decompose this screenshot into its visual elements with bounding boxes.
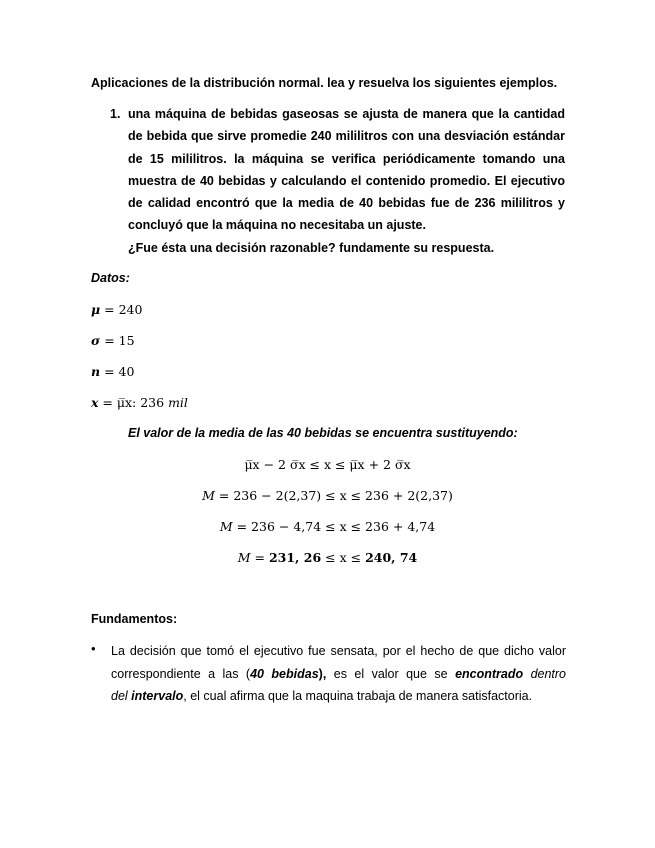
fundamentos-label: Fundamentos: — [91, 612, 178, 626]
datum-symbol: μ — [91, 302, 101, 317]
problem-number: 1. — [110, 107, 121, 121]
equation-middle: ≤ x ≤ — [321, 550, 366, 565]
problem-line: muestra de 40 bebidas y calculando el contenido promedio. El ejecutivo — [128, 173, 565, 188]
fund-emphasis: 40 bebidas — [250, 666, 319, 681]
problem-line: concluyó que la máquina no necesitaba un ajuste. — [128, 218, 426, 233]
equation-lhs: M — [219, 519, 233, 534]
fund-text-run: , el cual afirma que la maquina trabaja de manera satisfactoria. — [183, 689, 533, 703]
fund-emphasis: encontrado — [455, 666, 524, 681]
page-title: Aplicaciones de la distribución normal. lea y resuelva los siguientes ejemplos. — [91, 76, 558, 90]
fund-text-run: dentro — [523, 666, 567, 681]
equation-lhs: M — [237, 550, 251, 565]
problem-item — [110, 103, 565, 259]
datum-symbol: σ — [91, 333, 101, 348]
datum-sigma — [91, 333, 135, 348]
equation-substitution — [0, 488, 655, 503]
fund-line — [111, 685, 566, 708]
interval-upper-bound: 240, 74 — [365, 550, 418, 565]
datum-value: = μ̅x: 236 — [98, 395, 169, 410]
problem-question: ¿Fue ésta una decisión razonable? fundamente su respuesta. — [128, 240, 495, 255]
fund-text-run: ), — [318, 666, 327, 681]
problem-line: una máquina de bebidas gaseosas se ajusta de manera que la cantidad — [128, 107, 565, 121]
equation-rhs: = 236 − 2(2,37) ≤ x ≤ 236 + 2(2,37) — [214, 488, 453, 503]
fund-line: La decisión que tomó el ejecutivo fue sensata, por el hecho de que dicho valor — [111, 644, 566, 658]
fund-text-run: del — [111, 689, 128, 703]
datum-value: = 15 — [100, 333, 135, 348]
problem-line: de calidad encontró que la media de 40 bebidas fue de 236 mililitros y — [128, 196, 565, 211]
equation-interval-formula: μ̅x − 2 σ̅x ≤ x ≤ μ̅x + 2 σ̅x — [244, 457, 411, 472]
datum-x — [91, 395, 188, 410]
equation-lhs: M — [202, 488, 215, 503]
datum-n — [91, 364, 134, 379]
datum-unit: mil — [168, 395, 188, 410]
fundamentos-paragraph — [111, 640, 566, 708]
fund-emphasis: intervalo — [127, 689, 184, 703]
equation-result — [0, 550, 655, 565]
problem-line: de 15 mililitros. la máquina se verifica periódicamente tomando una — [128, 151, 565, 166]
problem-text — [128, 103, 565, 259]
datos-label: Datos: — [91, 271, 130, 285]
equation-rhs: = 236 − 4,74 ≤ x ≤ 236 + 4,74 — [232, 519, 436, 534]
bullet-icon: • — [91, 641, 96, 656]
equation-simplified — [0, 519, 655, 534]
equation-equals: = — [250, 550, 269, 565]
datum-mu — [91, 302, 142, 317]
interval-lower-bound: 231, 26 — [268, 550, 322, 565]
datum-symbol: n — [91, 364, 101, 379]
problem-line: de bebida que sirve promedie 240 mililitros con una desviación estándar — [128, 129, 565, 144]
fund-line — [111, 663, 566, 686]
datum-value: = 40 — [100, 364, 135, 379]
datum-value: = 240 — [100, 302, 143, 317]
datum-symbol: x — [91, 395, 99, 410]
fund-text-run: es el valor que se — [326, 666, 456, 681]
fund-text-run: correspondiente a las ( — [111, 666, 251, 681]
substitution-heading: El valor de la media de las 40 bebidas se encuentra sustituyendo: — [128, 426, 518, 440]
